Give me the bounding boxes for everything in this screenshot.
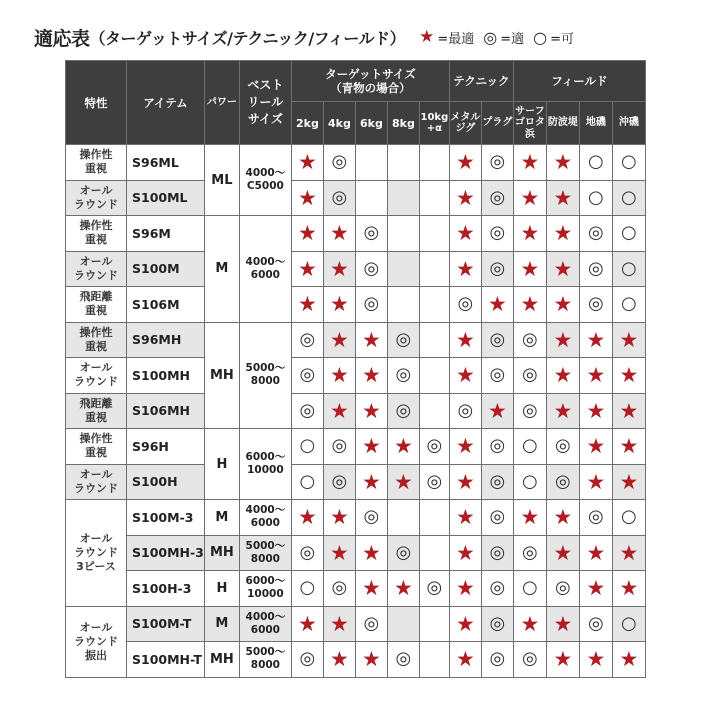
header-technique: テクニック (449, 61, 513, 102)
table-body (66, 145, 646, 678)
rating-double-circle-icon: ◎ (481, 429, 513, 465)
rating-double-circle-icon: ◎ (387, 642, 419, 678)
rating-double-circle-icon: ◎ (481, 642, 513, 678)
power-cell: MH (204, 642, 239, 678)
reel-size-cell: 4000〜 6000 (239, 500, 291, 536)
rating-circle-icon: ○ (579, 180, 612, 216)
rating-star-icon: ★ (579, 535, 612, 571)
rating-star-icon: ★ (355, 429, 387, 465)
table-row (66, 642, 646, 678)
table-row (66, 287, 646, 323)
rating-star-icon: ★ (546, 145, 579, 181)
feature-cell: オール ラウンド (66, 464, 127, 500)
rating-star-icon: ★ (612, 393, 645, 429)
rating-double-circle-icon: ◎ (449, 287, 481, 323)
rating-star-icon: ★ (513, 287, 546, 323)
header-item: アイテム (127, 61, 205, 145)
rating-empty (387, 606, 419, 642)
rating-double-circle-icon: ◎ (481, 251, 513, 287)
rating-empty (355, 145, 387, 181)
feature-cell: オール ラウンド 3ピース (66, 500, 127, 607)
rating-star-icon: ★ (546, 642, 579, 678)
rating-empty (419, 287, 449, 323)
header-8kg: 8kg (387, 102, 419, 145)
power-cell: H (204, 429, 239, 500)
title-sub: （ターゲットサイズ/テクニック/フィールド） (89, 28, 406, 48)
header-breakwater: 防波堤 (546, 102, 579, 145)
rating-star-icon: ★ (546, 358, 579, 394)
feature-cell: オール ラウンド (66, 251, 127, 287)
rating-double-circle-icon: ◎ (323, 429, 355, 465)
rating-star-icon: ★ (449, 642, 481, 678)
header-shore-rocks: 地磯 (579, 102, 612, 145)
rating-circle-icon: ○ (612, 287, 645, 323)
rating-circle-icon: ○ (291, 571, 323, 607)
legend-circle-label: =可 (550, 31, 574, 47)
header-target-size: ターゲットサイズ （青物の場合） (291, 61, 449, 102)
header-plug: プラグ (481, 102, 513, 145)
rating-star-icon: ★ (579, 322, 612, 358)
rating-double-circle-icon: ◎ (355, 251, 387, 287)
rating-star-icon: ★ (546, 216, 579, 252)
item-name: S100ML (127, 180, 205, 216)
rating-empty (419, 216, 449, 252)
rating-double-circle-icon: ◎ (579, 500, 612, 536)
rating-star-icon: ★ (612, 535, 645, 571)
item-name: S106M (127, 287, 205, 323)
table-row (66, 571, 646, 607)
rating-double-circle-icon: ◎ (323, 145, 355, 181)
item-name: S96H (127, 429, 205, 465)
rating-star-icon: ★ (355, 464, 387, 500)
rating-double-circle-icon: ◎ (355, 216, 387, 252)
power-cell: ML (204, 145, 239, 216)
rating-double-circle-icon: ◎ (323, 571, 355, 607)
legend-circle-icon: ○ (533, 27, 548, 47)
rating-double-circle-icon: ◎ (513, 535, 546, 571)
rating-star-icon: ★ (546, 322, 579, 358)
header-2kg: 2kg (291, 102, 323, 145)
rating-star-icon: ★ (291, 180, 323, 216)
table-row (66, 216, 646, 252)
rating-double-circle-icon: ◎ (513, 642, 546, 678)
header-reel-size: ベスト リール サイズ (239, 61, 291, 145)
rating-double-circle-icon: ◎ (387, 535, 419, 571)
rating-double-circle-icon: ◎ (579, 606, 612, 642)
table-row (66, 358, 646, 394)
rating-circle-icon: ○ (513, 571, 546, 607)
rating-double-circle-icon: ◎ (419, 429, 449, 465)
legend (419, 27, 574, 47)
rating-star-icon: ★ (546, 287, 579, 323)
rating-empty (355, 180, 387, 216)
rating-double-circle-icon: ◎ (387, 358, 419, 394)
rating-star-icon: ★ (612, 464, 645, 500)
rating-star-icon: ★ (546, 500, 579, 536)
rating-star-icon: ★ (323, 358, 355, 394)
feature-cell: オール ラウンド (66, 358, 127, 394)
rating-double-circle-icon: ◎ (291, 393, 323, 429)
rating-star-icon: ★ (449, 180, 481, 216)
rating-empty (419, 500, 449, 536)
rating-star-icon: ★ (291, 216, 323, 252)
rating-star-icon: ★ (449, 464, 481, 500)
rating-star-icon: ★ (546, 251, 579, 287)
rating-circle-icon: ○ (612, 606, 645, 642)
rating-double-circle-icon: ◎ (355, 500, 387, 536)
item-name: S100M-T (127, 606, 205, 642)
rating-star-icon: ★ (579, 571, 612, 607)
rating-double-circle-icon: ◎ (481, 145, 513, 181)
rating-star-icon: ★ (546, 606, 579, 642)
rating-circle-icon: ○ (579, 145, 612, 181)
item-name: S96M (127, 216, 205, 252)
rating-double-circle-icon: ◎ (419, 571, 449, 607)
rating-star-icon: ★ (387, 464, 419, 500)
header-field: フィールド (513, 61, 645, 102)
title-main: 適応表 (34, 27, 90, 50)
rating-star-icon: ★ (481, 287, 513, 323)
rating-empty (419, 642, 449, 678)
rating-circle-icon: ○ (513, 464, 546, 500)
table-row (66, 322, 646, 358)
rating-star-icon: ★ (323, 500, 355, 536)
rating-star-icon: ★ (449, 145, 481, 181)
power-cell: M (204, 216, 239, 323)
rating-star-icon: ★ (323, 322, 355, 358)
rating-star-icon: ★ (291, 500, 323, 536)
header-6kg: 6kg (355, 102, 387, 145)
feature-cell: 飛距離 重視 (66, 287, 127, 323)
rating-circle-icon: ○ (513, 429, 546, 465)
rating-circle-icon: ○ (612, 500, 645, 536)
rating-double-circle-icon: ◎ (513, 322, 546, 358)
header-surf: サーフ ゴロタ 浜 (513, 102, 546, 145)
feature-cell: 飛距離 重視 (66, 393, 127, 429)
rating-star-icon: ★ (449, 500, 481, 536)
power-cell: M (204, 606, 239, 642)
legend-star-label: =最適 (437, 31, 475, 47)
rating-star-icon: ★ (579, 429, 612, 465)
rating-star-icon: ★ (355, 358, 387, 394)
header-offshore-rocks: 沖磯 (612, 102, 645, 145)
rating-double-circle-icon: ◎ (323, 464, 355, 500)
rating-circle-icon: ○ (612, 251, 645, 287)
rating-double-circle-icon: ◎ (481, 606, 513, 642)
rating-double-circle-icon: ◎ (291, 642, 323, 678)
item-name: S100MH-3 (127, 535, 205, 571)
rating-double-circle-icon: ◎ (546, 571, 579, 607)
rating-double-circle-icon: ◎ (481, 180, 513, 216)
rating-double-circle-icon: ◎ (291, 322, 323, 358)
rating-star-icon: ★ (323, 251, 355, 287)
rating-star-icon: ★ (612, 571, 645, 607)
rating-empty (419, 358, 449, 394)
reel-size-cell: 4000〜 6000 (239, 606, 291, 642)
item-name: S100MH-T (127, 642, 205, 678)
feature-cell: オール ラウンド (66, 180, 127, 216)
rating-star-icon: ★ (612, 429, 645, 465)
item-name: S96ML (127, 145, 205, 181)
table-row (66, 393, 646, 429)
rating-circle-icon: ○ (612, 145, 645, 181)
rating-star-icon: ★ (449, 606, 481, 642)
rating-double-circle-icon: ◎ (481, 358, 513, 394)
rating-double-circle-icon: ◎ (481, 464, 513, 500)
rating-star-icon: ★ (323, 393, 355, 429)
rating-empty (387, 145, 419, 181)
reel-size-cell: 5000〜 8000 (239, 322, 291, 429)
table-row (66, 145, 646, 181)
rating-star-icon: ★ (513, 500, 546, 536)
rating-double-circle-icon: ◎ (291, 535, 323, 571)
rating-star-icon: ★ (323, 642, 355, 678)
power-cell: MH (204, 322, 239, 429)
legend-star-icon: ★ (419, 27, 435, 47)
rating-star-icon: ★ (449, 535, 481, 571)
rating-empty (387, 180, 419, 216)
rating-star-icon: ★ (355, 642, 387, 678)
rating-star-icon: ★ (323, 216, 355, 252)
feature-cell: 操作性 重視 (66, 216, 127, 252)
rating-empty (387, 216, 419, 252)
rating-star-icon: ★ (579, 358, 612, 394)
chart-title (34, 20, 694, 54)
rating-star-icon: ★ (291, 251, 323, 287)
rating-double-circle-icon: ◎ (546, 464, 579, 500)
reel-size-cell: 5000〜 8000 (239, 535, 291, 571)
rating-star-icon: ★ (323, 606, 355, 642)
rating-double-circle-icon: ◎ (387, 322, 419, 358)
rating-circle-icon: ○ (291, 429, 323, 465)
rating-star-icon: ★ (513, 145, 546, 181)
rating-double-circle-icon: ◎ (291, 358, 323, 394)
rating-double-circle-icon: ◎ (513, 393, 546, 429)
feature-cell: オール ラウンド 振出 (66, 606, 127, 677)
rating-empty (419, 606, 449, 642)
item-name: S106MH (127, 393, 205, 429)
reel-size-cell: 4000〜 6000 (239, 216, 291, 323)
rating-star-icon: ★ (355, 322, 387, 358)
legend-double-circle-label: =適 (500, 31, 525, 47)
rating-star-icon: ★ (612, 322, 645, 358)
header-power: パワー (204, 61, 239, 145)
rating-double-circle-icon: ◎ (481, 571, 513, 607)
table-row (66, 251, 646, 287)
rating-star-icon: ★ (513, 251, 546, 287)
rating-empty (419, 322, 449, 358)
rating-star-icon: ★ (546, 535, 579, 571)
power-cell: H (204, 571, 239, 607)
item-name: S100H-3 (127, 571, 205, 607)
rating-circle-icon: ○ (612, 216, 645, 252)
rating-star-icon: ★ (612, 642, 645, 678)
feature-cell: 操作性 重視 (66, 145, 127, 181)
rating-double-circle-icon: ◎ (579, 251, 612, 287)
rating-double-circle-icon: ◎ (355, 287, 387, 323)
rating-empty (419, 251, 449, 287)
table-row (66, 606, 646, 642)
rating-double-circle-icon: ◎ (481, 322, 513, 358)
rating-star-icon: ★ (449, 429, 481, 465)
table-row (66, 464, 646, 500)
rating-double-circle-icon: ◎ (579, 287, 612, 323)
rating-empty (419, 180, 449, 216)
rating-star-icon: ★ (355, 393, 387, 429)
rating-star-icon: ★ (449, 251, 481, 287)
rating-star-icon: ★ (387, 429, 419, 465)
rating-double-circle-icon: ◎ (449, 393, 481, 429)
item-name: S100MH (127, 358, 205, 394)
rating-star-icon: ★ (291, 287, 323, 323)
table-row (66, 535, 646, 571)
rating-circle-icon: ○ (612, 180, 645, 216)
rating-double-circle-icon: ◎ (513, 358, 546, 394)
item-name: S100M-3 (127, 500, 205, 536)
table-row (66, 500, 646, 536)
rating-star-icon: ★ (579, 642, 612, 678)
rating-star-icon: ★ (449, 358, 481, 394)
rating-star-icon: ★ (579, 464, 612, 500)
item-name: S100H (127, 464, 205, 500)
rating-star-icon: ★ (513, 606, 546, 642)
adaptation-table (65, 60, 646, 678)
rating-star-icon: ★ (387, 571, 419, 607)
reel-size-cell: 6000〜 10000 (239, 571, 291, 607)
power-cell: MH (204, 535, 239, 571)
header-10kg-plus: 10kg +α (419, 102, 449, 145)
reel-size-cell: 5000〜 8000 (239, 642, 291, 678)
rating-star-icon: ★ (291, 145, 323, 181)
rating-star-icon: ★ (291, 606, 323, 642)
rating-star-icon: ★ (612, 358, 645, 394)
rating-double-circle-icon: ◎ (419, 464, 449, 500)
rating-empty (419, 535, 449, 571)
rating-star-icon: ★ (513, 216, 546, 252)
rating-empty (387, 251, 419, 287)
item-name: S96MH (127, 322, 205, 358)
item-name: S100M (127, 251, 205, 287)
rating-empty (419, 145, 449, 181)
rating-star-icon: ★ (449, 216, 481, 252)
rating-star-icon: ★ (546, 393, 579, 429)
rating-double-circle-icon: ◎ (579, 216, 612, 252)
header-feature: 特性 (66, 61, 127, 145)
rating-star-icon: ★ (546, 180, 579, 216)
feature-cell: 操作性 重視 (66, 322, 127, 358)
rating-star-icon: ★ (355, 571, 387, 607)
rating-double-circle-icon: ◎ (355, 606, 387, 642)
table-row (66, 429, 646, 465)
rating-star-icon: ★ (449, 571, 481, 607)
rating-double-circle-icon: ◎ (323, 180, 355, 216)
header-metal-jig: メタル ジグ (449, 102, 481, 145)
rating-double-circle-icon: ◎ (481, 216, 513, 252)
rating-circle-icon: ○ (291, 464, 323, 500)
legend-double-circle-icon: ◎ (483, 27, 498, 47)
reel-size-cell: 6000〜 10000 (239, 429, 291, 500)
rating-double-circle-icon: ◎ (481, 500, 513, 536)
table-row (66, 180, 646, 216)
rating-star-icon: ★ (323, 535, 355, 571)
rating-star-icon: ★ (323, 287, 355, 323)
rating-star-icon: ★ (579, 393, 612, 429)
rating-empty (387, 500, 419, 536)
rating-star-icon: ★ (355, 535, 387, 571)
reel-size-cell: 4000〜 C5000 (239, 145, 291, 216)
rating-empty (387, 287, 419, 323)
rating-double-circle-icon: ◎ (387, 393, 419, 429)
rating-double-circle-icon: ◎ (481, 535, 513, 571)
power-cell: M (204, 500, 239, 536)
rating-empty (419, 393, 449, 429)
header-4kg: 4kg (323, 102, 355, 145)
rating-star-icon: ★ (481, 393, 513, 429)
rating-star-icon: ★ (513, 180, 546, 216)
feature-cell: 操作性 重視 (66, 429, 127, 465)
rating-double-circle-icon: ◎ (546, 429, 579, 465)
rating-star-icon: ★ (449, 322, 481, 358)
